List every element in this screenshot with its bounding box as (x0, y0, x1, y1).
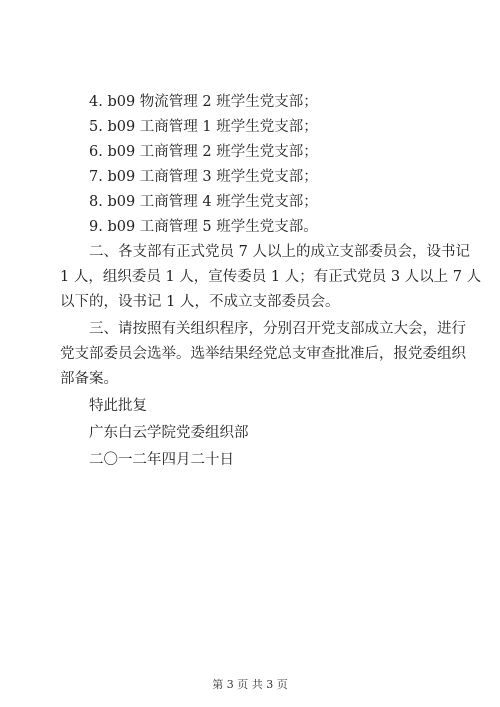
paragraph-line: 三、请按照有关组织程序，分别召开党支部成立大会，进行 (89, 321, 466, 337)
paragraph-line: 二、各支部有正式党员 7 人以上的成立支部委员会，设书记 (89, 244, 470, 260)
issue-date: 二〇一二年四月二十日 (89, 452, 234, 468)
list-item: 7. b09 工商管理 3 班学生党支部； (89, 169, 318, 185)
page-number-footer: 第 3 页 共 3 页 (212, 678, 288, 691)
list-item: 8. b09 工商管理 4 班学生党支部； (89, 194, 318, 210)
issuing-organization: 广东白云学院党委组织部 (89, 425, 249, 441)
list-item: 9. b09 工商管理 5 班学生党支部。 (89, 219, 318, 235)
section-two-paragraph (60, 240, 482, 315)
list-item: 5. b09 工商管理 1 班学生党支部； (89, 119, 318, 135)
list-item: 6. b09 工商管理 2 班学生党支部； (89, 144, 318, 160)
section-three-paragraph (60, 317, 466, 392)
paragraph-line: 党支部委员会选举。选举结果经党总支审查批准后，报党委组织 (60, 346, 466, 362)
approval-statement: 特此批复 (89, 398, 147, 414)
paragraph-line: 1 人，组织委员 1 人，宣传委员 1 人；有正式党员 3 人以上 7 人 (60, 269, 482, 285)
list-item: 4. b09 物流管理 2 班学生党支部； (89, 94, 318, 110)
document-body (60, 90, 482, 473)
paragraph-line: 以下的，设书记 1 人，不成立支部委员会。 (60, 294, 340, 310)
paragraph-line: 部备案。 (60, 371, 118, 387)
